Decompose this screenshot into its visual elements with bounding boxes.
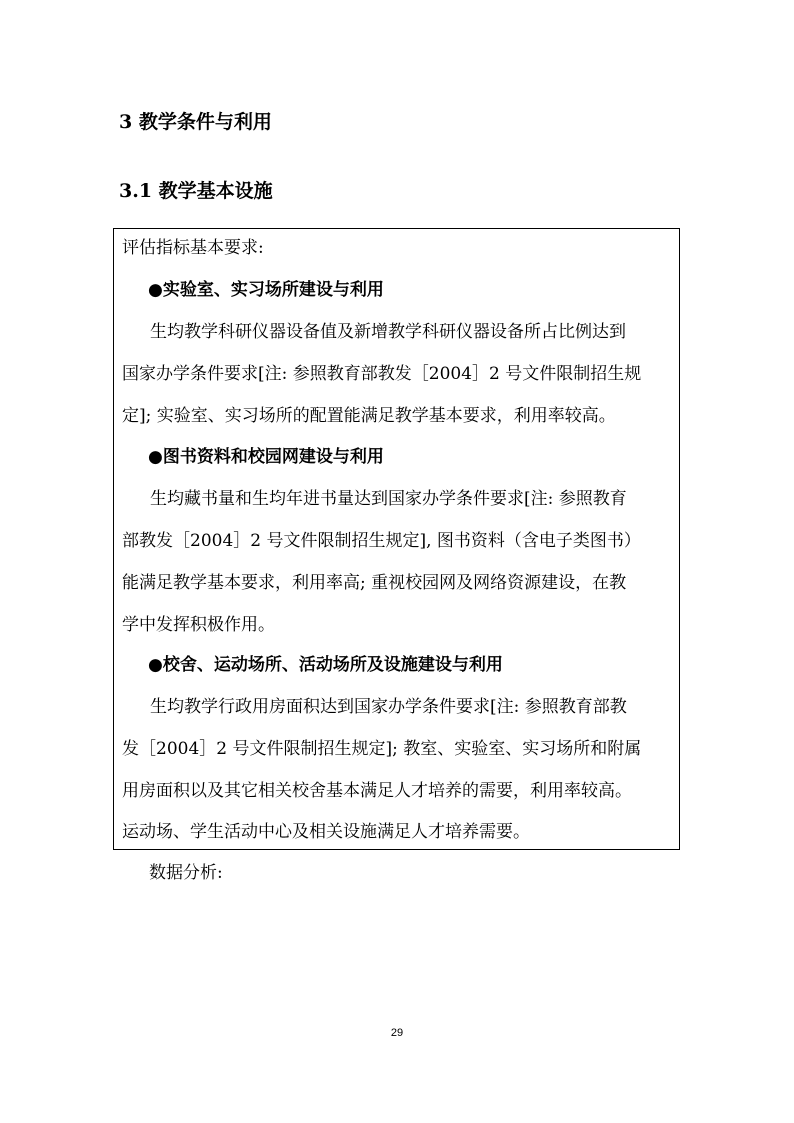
body-line: 生均教学科研仪器设备值及新增教学科研仪器设备所占比例达到	[150, 322, 626, 342]
section-title-lab	[148, 279, 384, 301]
requirements-intro: 评估指标基本要求:	[122, 238, 264, 258]
section-title-text: 图书资料和校园网建设与利用	[162, 447, 384, 467]
body-line: 国家办学条件要求[注: 参照教育部教发［2004］2 号文件限制招生规	[122, 364, 642, 384]
body-line: 用房面积以及其它相关校舍基本满足人才培养的需要，利用率较高。	[122, 781, 632, 801]
body-line: 学中发挥积极作用。	[122, 615, 275, 635]
section-title-buildings	[148, 654, 503, 676]
body-line: 能满足教学基本要求，利用率高; 重视校园网及网络资源建设，在教	[122, 573, 627, 593]
bullet-icon: ●	[148, 280, 163, 300]
body-line: 运动场、学生活动中心及相关设施满足人才培养需要。	[122, 822, 530, 842]
body-line: 生均藏书量和生均年进书量达到国家办学条件要求[注: 参照教育	[150, 489, 627, 509]
body-line: 部教发［2004］2 号文件限制招生规定], 图书资料（含电子类图书）	[122, 531, 641, 551]
section-title-text: 实验室、实习场所建设与利用	[162, 280, 384, 300]
requirements-box	[113, 228, 680, 850]
section-title-library	[148, 446, 384, 468]
section-heading: 3 教学条件与利用	[119, 111, 272, 133]
subsection-heading: 3.1 教学基本设施	[119, 180, 273, 202]
body-line: 生均教学行政用房面积达到国家办学条件要求[注: 参照教育部教	[150, 697, 627, 717]
body-line: 定]; 实验室、实习场所的配置能满足教学基本要求，利用率较高。	[122, 406, 616, 426]
data-analysis-label: 数据分析:	[149, 863, 223, 883]
section-title-text: 校舍、运动场所、活动场所及设施建设与利用	[162, 655, 503, 675]
page-number: 29	[390, 1027, 404, 1039]
bullet-icon: ●	[148, 447, 163, 467]
bullet-icon: ●	[148, 655, 163, 675]
body-line: 发［2004］2 号文件限制招生规定]; 教室、实验室、实习场所和附属	[122, 739, 642, 759]
